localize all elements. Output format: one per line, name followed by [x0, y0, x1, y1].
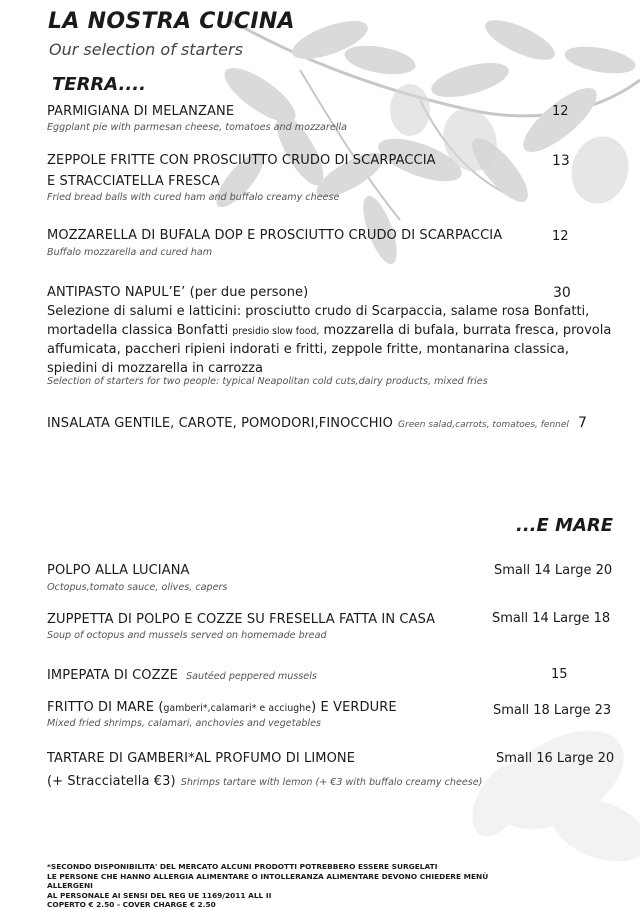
- dish-price: Small 14 Large 20: [494, 563, 613, 578]
- footer-line: LE PERSONE CHE HANNO ALLERGIA ALIMENTARE O INTOLLERANZA ALIMENTARE DEVONO CHIEDERE MENÙ ALLERGENI: [47, 871, 489, 891]
- antipasto-ingredients: Selezione di salumi e latticini: prosciutto crudo di Scarpaccia, salame rosa Bonfatti, mortadella classica Bonfatti presidio slow food, mozzarella di bufala, burrata fresca, provola affumicata, paccheri ripieni indorati e fritti, zeppole fritte, montanarina classica, spiedini di mozzarella in carrozza: [47, 304, 612, 376]
- dish-description: Sautéed peppered mussels: [186, 671, 317, 682]
- dish-price: Small 14 Large 18: [492, 611, 611, 626]
- dish-name: POLPO ALLA LUCIANA: [47, 563, 190, 578]
- dish-description: Soup of octopus and mussels served on homemade bread: [47, 630, 327, 641]
- dish-description: Fried bread balls with cured ham and buffalo creamy cheese: [47, 192, 340, 203]
- dish-description: Green salad,carrots, tomatoes, fennel: [398, 420, 569, 430]
- dish-price: 30: [553, 285, 571, 301]
- dish-price: 15: [551, 667, 568, 682]
- dish-name: ZEPPOLE FRITTE CON PROSCIUTTO CRUDO DI SCARPACCIA: [47, 153, 436, 168]
- dish-name: PARMIGIANA DI MELANZANE: [47, 104, 235, 119]
- dish-description: Mixed fried shrimps, calamari, anchovies and vegetables: [47, 718, 321, 729]
- dish-price: Small 18 Large 23: [493, 703, 612, 718]
- footer-notes: [47, 862, 517, 910]
- page-title: LA NOSTRA CUCINA: [48, 9, 295, 34]
- dish-name-antipasto: ANTIPASTO NAPUL’E’ (per due persone): [47, 285, 309, 300]
- dish-name-line2: (+ Stracciatella €3): [47, 774, 176, 789]
- dish-name: INSALATA GENTILE, CAROTE, POMODORI,FINOCCHIO: [47, 416, 393, 431]
- dish-description: Octopus,tomato sauce, olives, capers: [47, 582, 228, 593]
- dish-row-insalata: [47, 412, 587, 431]
- dish-price: Small 16 Large 20: [496, 751, 615, 766]
- dish-description: Selection of starters for two people: typical Neapolitan cold cuts,dairy products, mixed fries: [47, 376, 488, 387]
- dish-price: 13: [552, 153, 570, 169]
- dish-description: Buffalo mozzarella and cured ham: [47, 247, 213, 258]
- cover-charge: COPERTO € 2.50 - COVER CHARGE € 2.50: [47, 900, 216, 910]
- page-subtitle: Our selection of starters: [49, 40, 243, 59]
- dish-name: IMPEPATA DI COZZE: [47, 668, 178, 683]
- section-heading-mare: ...E MARE: [516, 515, 614, 536]
- dish-description: Shrimps tartare with lemon (+ €3 with buffalo creamy cheese): [180, 777, 483, 788]
- dish-description: Eggplant pie with parmesan cheese, tomatoes and mozzarella: [47, 122, 347, 133]
- dish-price: 12: [552, 229, 569, 244]
- dish-name-line2: E STRACCIATELLA FRESCA: [47, 174, 220, 189]
- footer-line: AL PERSONALE AI SENSI DEL REG UE 1169/2011 ALL II: [47, 890, 272, 900]
- footer-line: *SECONDO DISPONIBILITA' DEL MERCATO ALCUNI PRODOTTI POTREBBERO ESSERE SURGELATI: [47, 862, 438, 871]
- section-heading-terra: TERRA....: [52, 74, 146, 95]
- dish-name: FRITTO DI MARE (gamberi*,calamari* e acciughe) E VERDURE: [47, 700, 397, 715]
- dish-name: ZUPPETTA DI POLPO E COZZE SU FRESELLA FATTA IN CASA: [47, 612, 436, 627]
- dish-price: 7: [577, 415, 587, 431]
- dish-name: TARTARE DI GAMBERI*AL PROFUMO DI LIMONE: [47, 751, 356, 766]
- dish-name: MOZZARELLA DI BUFALA DOP E PROSCIUTTO CRUDO DI SCARPACCIA: [47, 228, 503, 243]
- dish-row-tartare-extra: [47, 770, 482, 789]
- dish-row-impepata: [47, 664, 317, 683]
- dish-price: 12: [552, 104, 569, 119]
